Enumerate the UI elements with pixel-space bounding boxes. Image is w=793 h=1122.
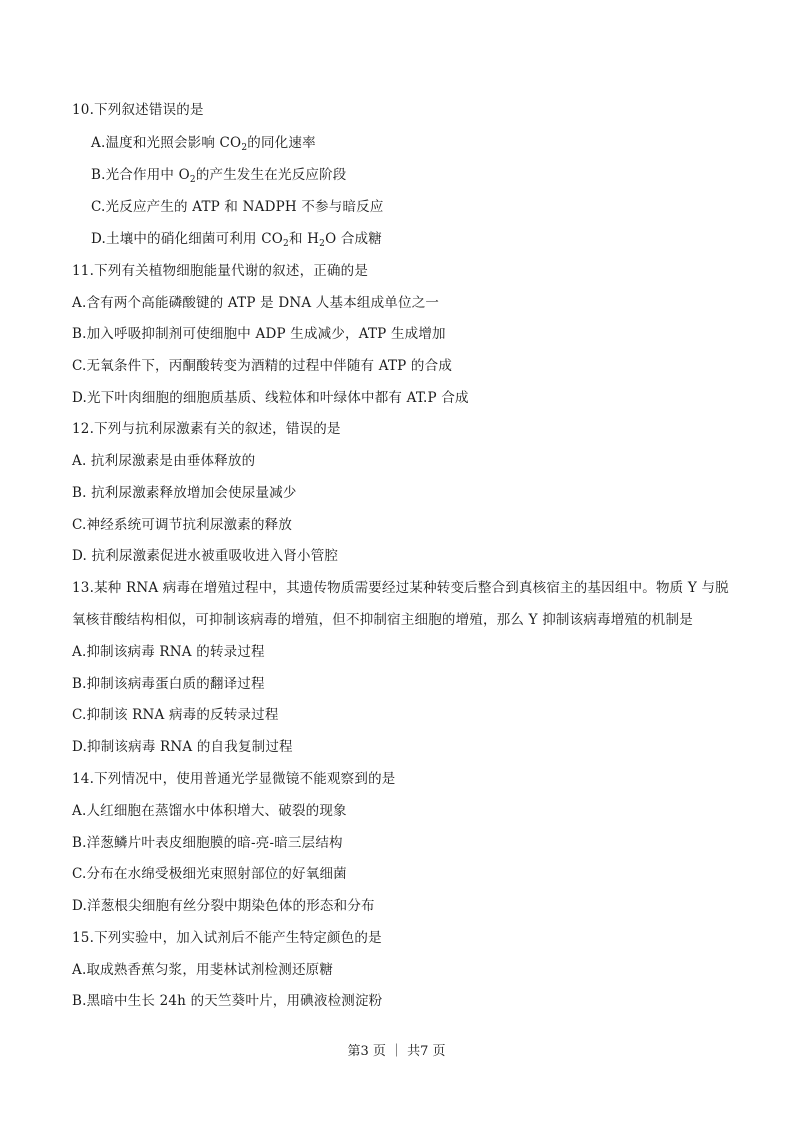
question-11-option-b: B.加入呼吸抑制剂可使细胞中 ADP 生成减少，ATP 生成增加 [72,326,446,342]
question-13-option-d: D.抑制该病毒 RNA 的自我复制过程 [72,739,293,755]
question-12-option-d: D. 抗利尿激素促进水被重吸收进入肾小管腔 [72,548,339,564]
question-14-option-b: B.洋葱鳞片叶表皮细胞膜的暗-亮-暗三层结构 [72,835,343,851]
question-14-stem: 14.下列情况中，使用普通光学显微镜不能观察到的是 [72,771,396,787]
question-15-option-b: B.黑暗中生长 24h 的天竺葵叶片，用碘液检测淀粉 [72,993,383,1009]
page-number-footer: 第3 页 ｜ 共7 页 [347,1044,446,1059]
question-14-option-c: C.分布在水绵受极细光束照射部位的好氧细菌 [72,866,347,882]
question-14-option-d: D.洋葱根尖细胞有丝分裂中期染色体的形态和分布 [72,898,375,914]
question-12-option-c: C.神经系统可调节抗利尿激素的释放 [72,517,293,533]
question-15-option-a: A.取成熟香蕉匀浆，用斐林试剂检测还原糖 [72,962,334,978]
question-14-option-a: A.人红细胞在蒸馏水中体积增大、破裂的现象 [72,803,347,819]
question-12-option-b: B. 抗利尿激素释放增加会使尿量减少 [72,485,297,501]
question-12-stem: 12.下列与抗利尿激素有关的叙述，错误的是 [72,421,341,437]
question-11-stem: 11.下列有关植物细胞能量代谢的叙述，正确的是 [72,263,369,279]
question-10-option-a: A.温度和光照会影响 $CO_2$的同化速率 [91,135,316,153]
question-12-option-a: A. 抗利尿激素是由垂体释放的 [72,453,256,469]
question-10-option-b: B.光合作用中 $O_2$的产生发生在光反应阶段 [91,167,347,185]
question-13-option-a: A.抑制该病毒 RNA 的转录过程 [72,644,265,660]
question-11-option-a: A.含有两个高能磷酸键的 ATP 是 DNA 人基本组成单位之一 [72,295,440,311]
question-10-stem: 10.下列叙述错误的是 [72,102,204,118]
question-13-option-b: B.抑制该病毒蛋白质的翻译过程 [72,676,265,692]
question-11-option-c: C.无氧条件下，丙酮酸转变为酒精的过程中伴随有 ATP 的合成 [72,358,453,374]
question-13-stem-line-1: 13.某种 RNA 病毒在增殖过程中，其遗传物质需要经过某种转变后整合到真核宿主的基因组中。物质 Y 与脱 [72,580,729,596]
question-10-option-c: C.光反应产生的 ATP 和 NADPH 不参与暗反应 [91,199,384,215]
question-15-stem: 15.下列实验中，加入试剂后不能产生特定颜色的是 [72,930,382,946]
question-10-option-d: D.土壤中的硝化细菌可利用 $CO_2$和 $H_2O$ 合成糖 [91,231,382,249]
question-13-stem-line-2: 氧核苷酸结构相似，可抑制该病毒的增殖，但不抑制宿主细胞的增殖，那么 Y 抑制该病毒增殖的机制是 [72,612,693,628]
question-13-option-c: C.抑制该 RNA 病毒的反转录过程 [72,707,279,723]
question-11-option-d: D.光下叶肉细胞的细胞质基质、线粒体和叶绿体中都有 AT.P 合成 [72,390,469,406]
